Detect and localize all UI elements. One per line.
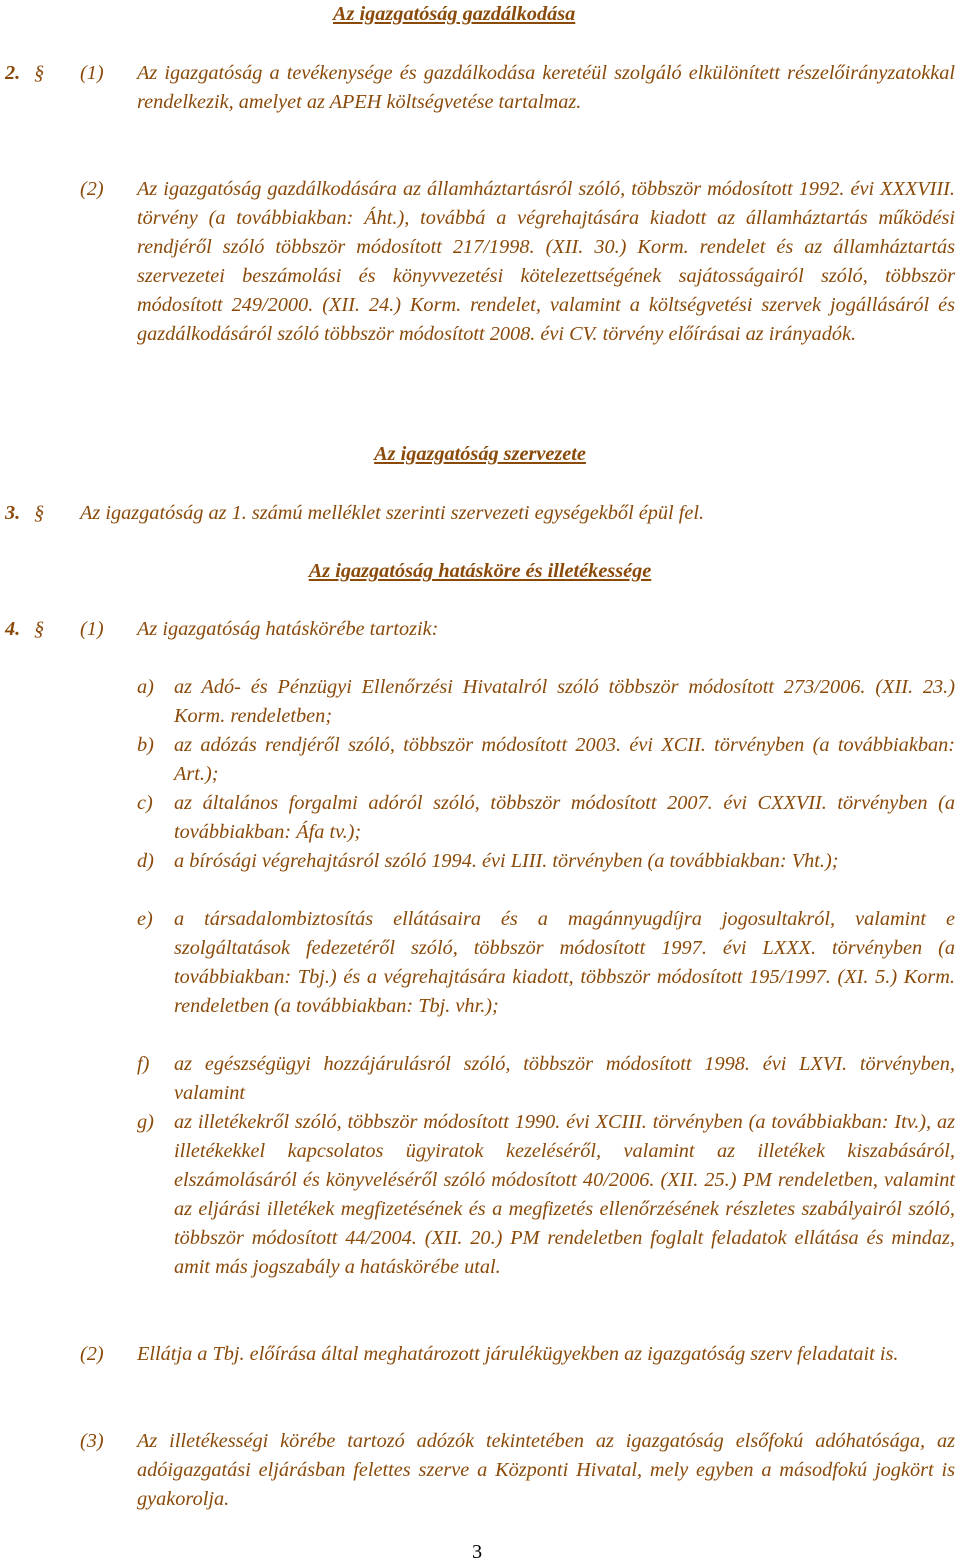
list-item-text: a bírósági végrehajtásról szóló 1994. évi LIII. törvényben (a továbbiakban: Vht.); — [174, 850, 839, 872]
section-heading-gazdalkodas: Az igazgatóság gazdálkodása — [333, 3, 576, 25]
paragraph-sign: § — [34, 502, 45, 524]
list-item-label: b) — [137, 734, 154, 756]
page-number: 3 — [472, 1541, 483, 1563]
paragraph-label: (2) — [80, 1343, 104, 1365]
paragraph-text: Az igazgatóság hatáskörébe tartozik: — [137, 618, 439, 640]
paragraph-sign: § — [34, 618, 45, 640]
list-item-text: az Adó- és Pénzügyi Ellenőrzési Hivatalról szóló többször módosított 273/2006. (XII. 23.) Korm. rendeletben; — [174, 676, 955, 727]
list-item-text: az illetékekről szóló, többször módosított 1990. évi XCIII. törvényben (a továbbiakban: Itv.), az illetékekkel kapcsolatos ügyiratok kezeléséről, valamint az illetékek kiszabásáról, elszámolásáról és könyveléséről szóló módosított 40/2006. (XII. 25.) PM rendeletben, valamint az eljárási illetékek megfizetésének és a megfizetés ellenőrzésének részletes szabályairól szóló, többször módosított 44/2004. (XII. 20.) PM rendeletben foglalt feladatok ellátása és mindaz, amit más jogszabály a hatáskörébe utal. — [174, 1111, 955, 1278]
list-item-label: e) — [137, 908, 153, 930]
paragraph-text: Az illetékességi körébe tartozó adózók tekintetében az igazgatóság elsőfokú adóhatósága, az adóigazgatási eljárásban felettes szerve a Központi Hivatal, mely egyben a másodfokú jogkört is gyakorolja. — [137, 1430, 955, 1510]
section-heading-szervezete: Az igazgatóság szervezete — [374, 443, 586, 465]
section-number-3: 3. — [5, 502, 21, 524]
list-item-label: f) — [137, 1053, 150, 1075]
list-item-label: d) — [137, 850, 154, 872]
list-item-label: g) — [137, 1111, 154, 1133]
paragraph-label: (2) — [80, 178, 104, 200]
paragraph-label: (1) — [80, 62, 104, 84]
list-item-text: a társadalombiztosítás ellátásaira és a magánnyugdíjra jogosultakról, valamint e szolgáltatások fedezetéről szóló, többször módosított 1997. évi LXXX. törvényben (a továbbiakban: Tbj.) és a végrehajtására kiadott, többször módosított 195/1997. (XI. 5.) Korm. rendeletben (a továbbiakban: Tbj. vhr.); — [174, 908, 955, 1017]
list-item-text: az adózás rendjéről szóló, többször módosított 2003. évi XCII. törvényben (a továbbiakban: Art.); — [174, 734, 955, 785]
paragraph-text: Ellátja a Tbj. előírása által meghatározott járulékügyekben az igazgatóság szerv feladatait is. — [137, 1343, 899, 1365]
list-item-text: az egészségügyi hozzájárulásról szóló, többször módosított 1998. évi LXVI. törvényben, valamint — [174, 1053, 955, 1104]
section-number-2: 2. — [5, 62, 21, 84]
paragraph-label: (1) — [80, 618, 104, 640]
paragraph-text: Az igazgatóság a tevékenysége és gazdálkodása keretéül szolgáló elkülönített részelőirányzatokkal rendelkezik, amelyet az APEH költségvetése tartalmaz. — [137, 62, 955, 113]
list-item-label: c) — [137, 792, 153, 814]
section-heading-hataskor: Az igazgatóság hatásköre és illetékessége — [308, 560, 652, 582]
paragraph-label: (3) — [80, 1430, 104, 1452]
section-number-4: 4. — [5, 618, 21, 640]
paragraph-text: Az igazgatóság gazdálkodására az államháztartásról szóló, többször módosított 1992. évi XXXVIII. törvény (a továbbiakban: Áht.), továbbá a végrehajtására kiadott az államháztartás működési rendjéről szóló többször módosított 217/1998. (XII. 30.) Korm. rendelet és az államháztartás szervezetei beszámolási és könyvvezetési kötelezettségének sajátosságairól szóló, többször módosított 249/2000. (XII. 24.) Korm. rendelet, valamint a költségvetési szervek jogállásáról és gazdálkodásáról szóló többször módosított 2008. évi CV. törvény előírásai az irányadók. — [137, 178, 955, 345]
list-item-label: a) — [137, 676, 154, 698]
paragraph-text: Az igazgatóság az 1. számú melléklet szerinti szervezeti egységekből épül fel. — [80, 502, 705, 524]
list-item-text: az általános forgalmi adóról szóló, többször módosított 2007. évi CXXVII. törvényben (a továbbiakban: Áfa tv.); — [174, 792, 955, 843]
paragraph-sign: § — [34, 62, 45, 84]
